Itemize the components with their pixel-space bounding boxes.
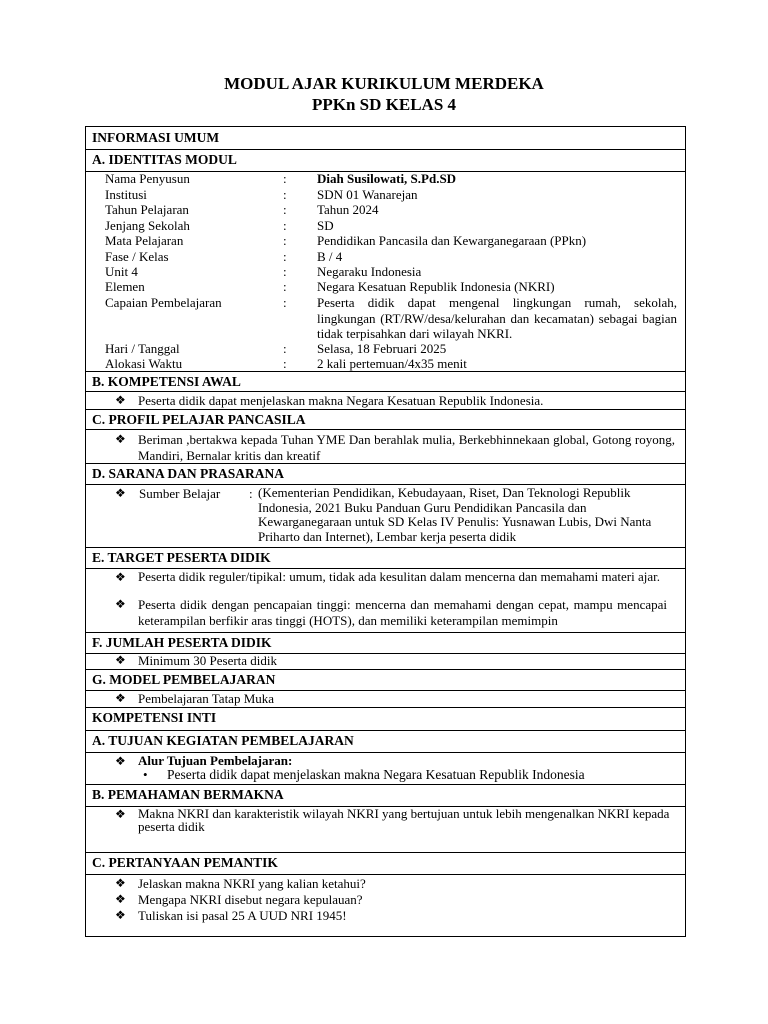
list-item: Peserta didik dengan pencapaian tinggi: mencerna dan memahami dengan cepat, mampu mencapai keterampilan berfikir aras tinggi (HOTS), dan memiliki keterampilan memimpin: [138, 597, 667, 628]
heading-profil-pelajar: C. PROFIL PELAJAR PANCASILA: [92, 412, 306, 427]
heading-model: G. MODEL PEMBELAJARAN: [92, 672, 276, 687]
bullet-icon: ❖: [115, 807, 126, 821]
value-mata-pelajaran: Pendidikan Pancasila dan Kewarganegaraan (PPkn): [317, 233, 587, 248]
heading-jumlah: F. JUMLAH PESERTA DIDIK: [92, 635, 272, 650]
bullet-icon: ❖: [115, 908, 126, 922]
heading-target: E. TARGET PESERTA DIDIK: [92, 550, 271, 565]
value-capaian-pembelajaran: Peserta didik dapat mengenal lingkungan rumah, sekolah, lingkungan (RT/RW/desa/kelurahan dan kecamatan) sebagai bagian tidak terpisahkan dari wilayah NKRI.: [317, 295, 677, 341]
value-institusi: SDN 01 Wanarejan: [317, 187, 418, 202]
value-hari-tanggal: Selasa, 18 Februari 2025: [317, 341, 447, 356]
heading-pemahaman: B. PEMAHAMAN BERMAKNA: [92, 787, 284, 802]
value-fase-kelas: B / 4: [317, 249, 343, 264]
bullet-icon: ❖: [115, 876, 126, 890]
label-alokasi-waktu: Alokasi Waktu: [105, 356, 183, 371]
colon: :: [283, 218, 287, 233]
label-elemen: Elemen: [105, 279, 145, 294]
label-sumber-belajar: Sumber Belajar: [139, 486, 221, 501]
document-title: MODUL AJAR KURIKULUM MERDEKA: [224, 74, 544, 93]
bullet-icon: ❖: [115, 486, 126, 500]
bullet-icon: ❖: [115, 570, 126, 584]
label-unit: Unit 4: [105, 264, 138, 279]
colon: :: [283, 171, 287, 186]
divider: [85, 632, 686, 633]
divider: [85, 149, 686, 150]
heading-pertanyaan: C. PERTANYAAN PEMANTIK: [92, 855, 278, 870]
label-jenjang-sekolah: Jenjang Sekolah: [105, 218, 190, 233]
value-jenjang-sekolah: SD: [317, 218, 334, 233]
dot-icon: •: [143, 767, 148, 782]
list-item: Minimum 30 Peserta didik: [138, 653, 278, 668]
divider: [85, 852, 686, 853]
label-mata-pelajaran: Mata Pelajaran: [105, 233, 184, 248]
colon: :: [283, 264, 287, 279]
label-institusi: Institusi: [105, 187, 147, 202]
heading-kompetensi-awal: B. KOMPETENSI AWAL: [92, 374, 241, 389]
list-item: Jelaskan makna NKRI yang kalian ketahui?: [138, 876, 366, 891]
value-alokasi-waktu: 2 kali pertemuan/4x35 menit: [317, 356, 467, 371]
colon: :: [283, 341, 287, 356]
bullet-icon: ❖: [115, 691, 126, 705]
list-item: Mengapa NKRI disebut negara kepulauan?: [138, 892, 363, 907]
list-item: Peserta didik dapat menjelaskan makna Negara Kesatuan Republik Indonesia: [167, 767, 585, 782]
value-sumber-belajar: (Kementerian Pendidikan, Kebudayaan, Riset, Dan Teknologi Republik Indonesia, 2021 Buku Panduan Guru Pendidikan Pancasila dan Kewarganegaraan untuk SD Kelas IV Penulis: Yusnawan Lubis, Dwi Nanta Priharto dan Internet), Lembar kerja peserta didik: [258, 485, 652, 544]
value-elemen: Negara Kesatuan Republik Indonesia (NKRI): [317, 279, 555, 294]
heading-informasi-umum: INFORMASI UMUM: [92, 130, 220, 145]
divider: [85, 463, 686, 464]
colon: :: [283, 279, 287, 294]
label-tahun-pelajaran: Tahun Pelajaran: [105, 202, 189, 217]
label-nama-penyusun: Nama Penyusun: [105, 171, 190, 186]
heading-sarana: D. SARANA DAN PRASARANA: [92, 466, 285, 481]
divider: [85, 707, 686, 708]
colon: :: [283, 356, 287, 371]
colon: :: [283, 249, 287, 264]
heading-tujuan: A. TUJUAN KEGIATAN PEMBELAJARAN: [92, 733, 354, 748]
list-item: Peserta didik reguler/tipikal: umum, tidak ada kesulitan dalam mencerna dan memahami materi ajar.: [138, 569, 660, 584]
bullet-icon: ❖: [115, 754, 126, 768]
label-fase-kelas: Fase / Kelas: [105, 249, 169, 264]
list-item: Pembelajaran Tatap Muka: [138, 691, 275, 706]
bullet-icon: ❖: [115, 432, 126, 446]
colon: :: [283, 187, 287, 202]
bullet-icon: ❖: [115, 653, 126, 667]
colon: :: [283, 202, 287, 217]
divider: [85, 391, 686, 392]
heading-identitas-modul: A. IDENTITAS MODUL: [92, 152, 237, 167]
colon: :: [249, 486, 253, 501]
bullet-icon: ❖: [115, 892, 126, 906]
list-item: Beriman ,bertakwa kepada Tuhan YME Dan berahlak mulia, Berkebhinnekaan global, Gotong royong, Mandiri, Bernalar kritis dan kreatif: [138, 432, 675, 463]
value-tahun-pelajaran: Tahun 2024: [317, 202, 379, 217]
divider: [85, 547, 686, 548]
bullet-icon: ❖: [115, 393, 126, 407]
colon: :: [283, 233, 287, 248]
alur-tujuan-heading: Alur Tujuan Pembelajaran:: [138, 753, 293, 768]
divider: [85, 409, 686, 410]
divider: [85, 429, 686, 430]
divider: [85, 874, 686, 875]
label-hari-tanggal: Hari / Tanggal: [105, 341, 180, 356]
heading-kompetensi-inti: KOMPETENSI INTI: [92, 710, 217, 725]
list-item: Peserta didik dapat menjelaskan makna Negara Kesatuan Republik Indonesia.: [138, 393, 544, 408]
document-subtitle: PPKn SD KELAS 4: [311, 95, 457, 114]
label-capaian-pembelajaran: Capaian Pembelajaran: [105, 295, 222, 310]
list-item: Makna NKRI dan karakteristik wilayah NKRI yang bertujuan untuk lebih mengenalkan NKRI kepada peserta didik: [138, 806, 670, 834]
divider: [85, 730, 686, 731]
divider: [85, 669, 686, 670]
bullet-icon: ❖: [115, 597, 126, 611]
list-item: Tuliskan isi pasal 25 A UUD NRI 1945!: [138, 908, 347, 923]
colon: :: [283, 295, 287, 310]
divider: [85, 784, 686, 785]
value-unit: Negaraku Indonesia: [317, 264, 422, 279]
value-nama-penyusun: Diah Susilowati, S.Pd.SD: [317, 171, 457, 186]
